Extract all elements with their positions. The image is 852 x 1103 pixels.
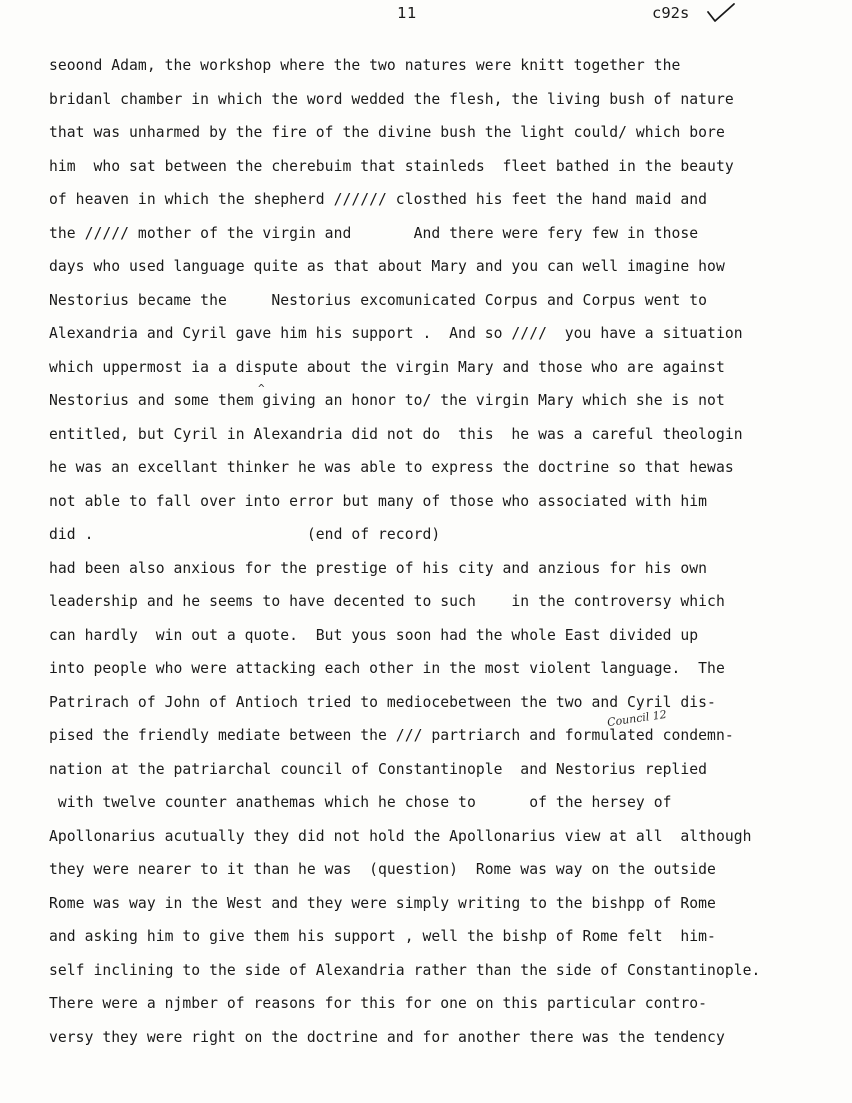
text-line: of heaven in which the shepherd ////// closthed his feet the hand maid and — [49, 191, 708, 208]
check-mark-icon — [706, 2, 736, 24]
text-line: which uppermost ia a dispute about the virgin Mary and those who are against — [49, 358, 725, 376]
text-line: bridanl chamber in which the word wedded the flesh, the living bush of nature — [49, 90, 734, 108]
text-line: There were a njmber of reasons for this for one on this particular contro- — [49, 995, 708, 1012]
text-line: nation at the patriarchal council of Constantinople and Nestorius replied — [49, 760, 708, 778]
text-line: and asking him to give them his support , well the bishp of Rome felt him- — [49, 928, 716, 945]
page-number: 11 — [397, 4, 417, 22]
text-line: not able to fall over into error but many of those who associated with him — [49, 492, 708, 510]
text-line: Apollonarius acutually they did not hold the Apollonarius view at all although — [49, 827, 752, 845]
text-line: him who sat between the cherebuim that stainleds fleet bathed in the beauty — [49, 157, 734, 175]
text-line: had been also anxious for the prestige of his city and anzious for his own — [49, 559, 708, 577]
text-line: versy they were right on the doctrine and for another there was the tendency — [49, 1028, 725, 1046]
text-line: with twelve counter anathemas which he chose to of the hersey of — [49, 794, 672, 811]
text-line: pised the friendly mediate between the /// partriarch and formulated condemn- — [49, 727, 734, 744]
text-line: entitled, but Cyril in Alexandria did not do this he was a careful theologin — [49, 425, 743, 443]
document-code: c92s — [652, 4, 690, 22]
text-line: that was unharmed by the fire of the divine bush the light could/ which bore — [49, 124, 725, 141]
text-line: Nestorius became the Nestorius excomunicated Corpus and Corpus went to — [49, 291, 708, 309]
text-line: into people who were attacking each other in the most violent language. The — [49, 660, 725, 677]
insertion-caret: ^ — [258, 382, 265, 395]
body-text — [49, 56, 849, 1061]
text-line: Nestorius and some them giving an honor to/ the virgin Mary which she is not — [49, 392, 725, 409]
text-line: leadership and he seems to have decented to such in the controversy which — [49, 593, 725, 610]
text-line: Alexandria and Cyril gave him his support . And so //// you have a situation — [49, 325, 743, 342]
text-line: Rome was way in the West and they were simply writing to the bishpp of Rome — [49, 894, 716, 912]
text-line: he was an excellant thinker he was able to express the doctrine so that hewas — [49, 459, 734, 476]
text-line: did . (end of record) — [49, 526, 441, 543]
text-line: can hardly win out a quote. But yous soon had the whole East divided up — [49, 626, 699, 644]
text-line: self inclining to the side of Alexandria rather than the side of Constantinople. — [49, 961, 761, 979]
text-line: seoond Adam, the workshop where the two natures were knitt together the — [49, 57, 681, 74]
text-line: the ///// mother of the virgin and And there were fery few in those — [49, 224, 699, 242]
handwritten-council-note: Council 12 — [606, 707, 668, 730]
text-line: Patrirach of John of Antioch tried to mediocebetween the two and Cyril dis- — [49, 693, 716, 711]
text-line: days who used language quite as that about Mary and you can well imagine how — [49, 258, 725, 275]
text-line: they were nearer to it than he was (question) Rome was way on the outside — [49, 861, 716, 878]
